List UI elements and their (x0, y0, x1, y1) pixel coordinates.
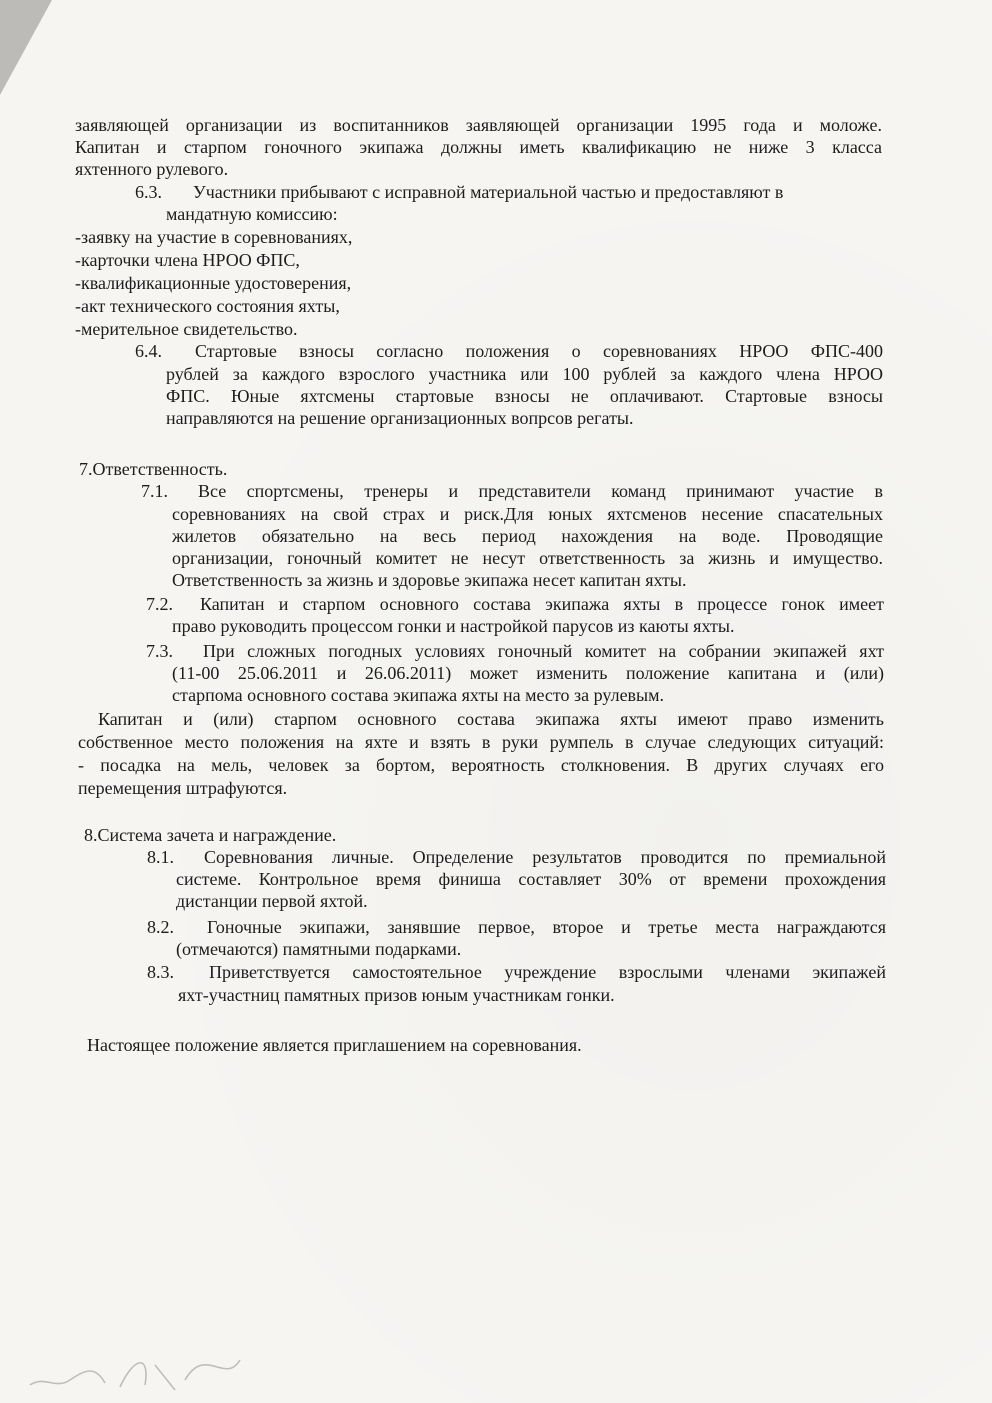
text-line: мандатную комиссию: (166, 204, 338, 224)
signature-scribble (25, 1335, 265, 1395)
text-line: Участники прибывают с исправной материальной частью и предоставляют в (193, 182, 784, 202)
text-line: яхтенного рулевого. (75, 159, 229, 179)
text-line: Приветствуется самостоятельное учреждение взрослыми членами экипажей (209, 962, 886, 982)
text-line: направляются на решение организационных вопрсов регаты. (166, 408, 634, 428)
text-line: -заявку на участие в соревнованиях, (75, 227, 353, 247)
text-line: собственное место положения на яхте и взять в руки румпель в случае следующих ситуаций: (78, 732, 884, 752)
text-line: -карточки члена НРОО ФПС, (75, 250, 300, 270)
text-line: старпома основного состава экипажа яхты на место за рулевым. (172, 685, 665, 705)
text-line: 7.Ответственность. (79, 459, 228, 479)
text-line: Все спортсмены, тренеры и представители команд принимают участие в (198, 481, 883, 501)
folded-corner-shadow (0, 0, 52, 95)
text-line: дистанции первой яхтой. (176, 891, 368, 911)
text-line: системе. Контрольное время финиша составляет 30% от времени прохождения (176, 869, 886, 889)
text-line: Соревнования личные. Определение результатов проводится по премиальной (204, 847, 886, 867)
text-line: -акт технического состояния яхты, (75, 296, 340, 316)
text-line: 8.Система зачета и награждение. (84, 825, 337, 845)
text-line: -квалификационные удостоверения, (75, 273, 352, 293)
text-line: Стартовые взносы согласно положения о соревнованиях НРОО ФПС-400 (195, 341, 883, 361)
text-line: При сложных погодных условиях гоночный комитет на собрании экипажей яхт (203, 641, 884, 661)
text-line: Капитан и старпом гоночного экипажа должны иметь квалификацию не ниже 3 класса (75, 137, 882, 157)
clause-number: 8.1. (147, 847, 174, 867)
text-line: Ответственность за жизнь и здоровье экипажа несет капитан яхты. (172, 570, 687, 590)
clause-number: 8.3. (147, 962, 174, 982)
text-line: ФПС. Юные яхтсмены стартовые взносы не оплачивают. Стартовые взносы (166, 386, 883, 406)
clause-number: 6.4. (135, 341, 162, 361)
clause-number: 6.3. (135, 182, 162, 202)
text-line: (11-00 25.06.2011 и 26.06.2011) может изменить положение капитана и (или) (172, 663, 884, 683)
text-line: перемещения штрафуются. (78, 778, 288, 798)
clause-number: 7.2. (146, 594, 173, 614)
text-line: Настоящее положение является приглашением на соревнования. (87, 1035, 582, 1055)
text-line: Гоночные экипажи, занявшие первое, второе и третье места награждаются (207, 917, 886, 937)
text-line: организации, гоночный комитет не несут ответственность за жизнь и имущество. (172, 548, 883, 568)
text-line: жилетов обязательно на весь период нахождения на воде. Проводящие (172, 526, 883, 546)
clause-number: 7.1. (141, 481, 168, 501)
text-line: -мерительное свидетельство. (75, 319, 298, 339)
text-line: (отмечаются) памятными подарками. (176, 939, 462, 959)
text-line: соревнованиях на свой страх и риск.Для юных яхтсменов несение спасательных (172, 504, 883, 524)
text-line: право руководить процессом гонки и настройкой парусов из каюты яхты. (172, 616, 735, 636)
text-line: заявляющей организации из воспитанников заявляющей организации 1995 года и моложе. (75, 115, 882, 135)
text-line: - посадка на мель, человек за бортом, вероятность столкновения. В других случаях его (78, 755, 884, 775)
text-line: рублей за каждого взрослого участника или 100 рублей за каждого члена НРОО (166, 364, 883, 384)
text-line: Капитан и (или) старпом основного состава экипажа яхты имеют право изменить (98, 709, 884, 729)
text-line: яхт-участниц памятных призов юным участникам гонки. (178, 985, 615, 1005)
clause-number: 7.3. (146, 641, 173, 661)
clause-number: 8.2. (147, 917, 174, 937)
text-line: Капитан и старпом основного состава экипажа яхты в процессе гонок имеет (200, 594, 884, 614)
